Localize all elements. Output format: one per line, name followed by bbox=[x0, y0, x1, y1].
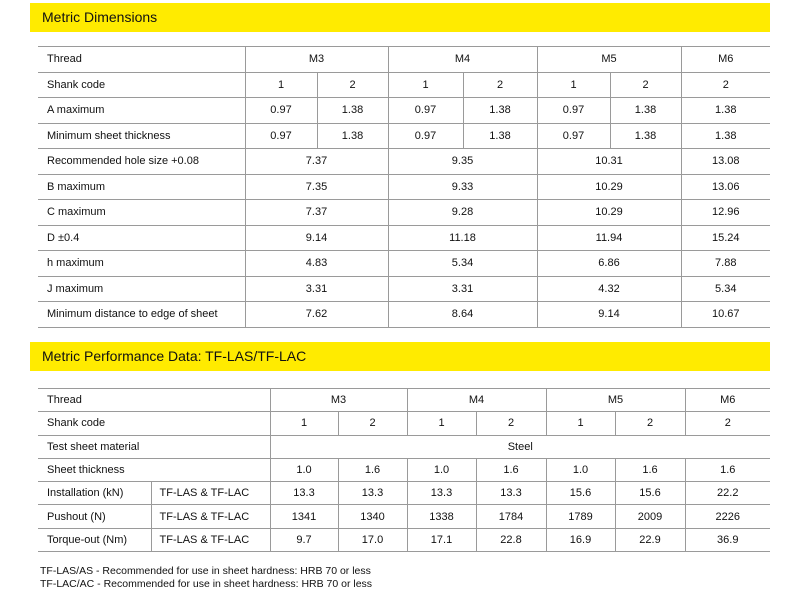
row-sublabel: TF-LAS & TF-LAC bbox=[151, 505, 270, 528]
thread-size: M4 bbox=[407, 389, 546, 412]
table-row bbox=[38, 505, 770, 528]
thread-size: M5 bbox=[537, 47, 681, 73]
row-label: Shank code bbox=[38, 412, 270, 435]
table-cell: 9.35 bbox=[388, 149, 537, 175]
table-cell: 7.37 bbox=[245, 200, 388, 226]
table-cell: 1.6 bbox=[685, 458, 770, 481]
table-cell: 9.28 bbox=[388, 200, 537, 226]
table-cell: 1.6 bbox=[338, 458, 407, 481]
footnote: TF-LAC/AC - Recommended for use in sheet hardness: HRB 70 or less bbox=[40, 577, 373, 590]
table-cell: 10.31 bbox=[537, 149, 681, 175]
table-cell: 6.86 bbox=[537, 251, 681, 277]
table-cell: 0.97 bbox=[388, 98, 463, 124]
table-cell: 13.06 bbox=[681, 174, 770, 200]
table-cell: 1.38 bbox=[317, 98, 388, 124]
row-label: D ±0.4 bbox=[38, 225, 245, 251]
table-cell: 2 bbox=[338, 412, 407, 435]
row-label: Sheet thickness bbox=[38, 458, 270, 481]
table-cell: 1.38 bbox=[463, 98, 537, 124]
table-row bbox=[38, 72, 770, 98]
table-cell: 11.18 bbox=[388, 225, 537, 251]
table-cell: 1 bbox=[388, 72, 463, 98]
table-header-row bbox=[38, 47, 770, 73]
row-label: C maximum bbox=[38, 200, 245, 226]
table-row bbox=[38, 225, 770, 251]
table-cell: 13.3 bbox=[407, 482, 476, 505]
row-label: Thread bbox=[38, 389, 270, 412]
table-row bbox=[38, 276, 770, 302]
table-cell: 9.33 bbox=[388, 174, 537, 200]
section-title: Metric Performance Data: TF-LAS/TF-LAC bbox=[42, 348, 307, 364]
table-cell: 2 bbox=[317, 72, 388, 98]
thread-size: M6 bbox=[685, 389, 770, 412]
table-cell: 1.0 bbox=[546, 458, 615, 481]
table-cell: 1.6 bbox=[615, 458, 685, 481]
table-cell: 2226 bbox=[685, 505, 770, 528]
table-cell: 1 bbox=[270, 412, 338, 435]
table-row bbox=[38, 149, 770, 175]
table-header-row bbox=[38, 389, 770, 412]
table-cell: 1 bbox=[407, 412, 476, 435]
table-row bbox=[38, 302, 770, 328]
table-cell: 8.64 bbox=[388, 302, 537, 328]
table-cell: 36.9 bbox=[685, 528, 770, 551]
table-cell: 9.14 bbox=[537, 302, 681, 328]
table-cell: 22.9 bbox=[615, 528, 685, 551]
table-row bbox=[38, 458, 770, 481]
row-label: Installation (kN) bbox=[38, 482, 151, 505]
table-row bbox=[38, 528, 770, 551]
metric-dimensions-table bbox=[38, 46, 770, 328]
thread-size: M4 bbox=[388, 47, 537, 73]
footnote: TF-LAS/AS - Recommended for use in sheet hardness: HRB 70 or less bbox=[40, 565, 371, 577]
table-cell: 2009 bbox=[615, 505, 685, 528]
table-cell: 1.38 bbox=[681, 98, 770, 124]
table-cell: 13.08 bbox=[681, 149, 770, 175]
table-cell: 11.94 bbox=[537, 225, 681, 251]
table-cell: 1.0 bbox=[407, 458, 476, 481]
table-cell: 2 bbox=[476, 412, 546, 435]
table-row bbox=[38, 174, 770, 200]
table-cell: 10.29 bbox=[537, 174, 681, 200]
table-cell: 3.31 bbox=[245, 276, 388, 302]
table-cell: 1338 bbox=[407, 505, 476, 528]
table-cell: 17.0 bbox=[338, 528, 407, 551]
thread-size: M5 bbox=[546, 389, 685, 412]
table-row bbox=[38, 435, 770, 458]
table-cell: 2 bbox=[681, 72, 770, 98]
table-cell: 7.37 bbox=[245, 149, 388, 175]
metric-performance-heading bbox=[30, 342, 770, 371]
table-cell: 7.35 bbox=[245, 174, 388, 200]
table-cell: 15.24 bbox=[681, 225, 770, 251]
table-cell: 1.38 bbox=[610, 123, 681, 149]
table-row bbox=[38, 123, 770, 149]
table-cell: 2 bbox=[463, 72, 537, 98]
table-cell: 1341 bbox=[270, 505, 338, 528]
row-label: A maximum bbox=[38, 98, 245, 124]
table-cell: 5.34 bbox=[388, 251, 537, 277]
table-cell: 0.97 bbox=[537, 98, 610, 124]
table-cell: 0.97 bbox=[537, 123, 610, 149]
table-cell: 1 bbox=[245, 72, 317, 98]
table-cell: 1789 bbox=[546, 505, 615, 528]
row-label: J maximum bbox=[38, 276, 245, 302]
table-cell: 1.0 bbox=[270, 458, 338, 481]
table-row bbox=[38, 251, 770, 277]
table-cell: 1.38 bbox=[681, 123, 770, 149]
row-label: Pushout (N) bbox=[38, 505, 151, 528]
footnotes bbox=[40, 565, 372, 590]
row-label: Minimum sheet thickness bbox=[38, 123, 245, 149]
table-cell: 1340 bbox=[338, 505, 407, 528]
table-cell: 0.97 bbox=[388, 123, 463, 149]
table-cell: 9.7 bbox=[270, 528, 338, 551]
row-sublabel: TF-LAS & TF-LAC bbox=[151, 528, 270, 551]
table-cell: 10.67 bbox=[681, 302, 770, 328]
table-row bbox=[38, 98, 770, 124]
table-cell: 17.1 bbox=[407, 528, 476, 551]
table-row bbox=[38, 412, 770, 435]
row-label: Minimum distance to edge of sheet bbox=[38, 302, 245, 328]
thread-size: M3 bbox=[270, 389, 407, 412]
row-sublabel: TF-LAS & TF-LAC bbox=[151, 482, 270, 505]
table-cell: 0.97 bbox=[245, 98, 317, 124]
table-cell: 0.97 bbox=[245, 123, 317, 149]
table-cell: 2 bbox=[685, 412, 770, 435]
table-cell: 15.6 bbox=[615, 482, 685, 505]
table-cell: 2 bbox=[615, 412, 685, 435]
table-cell: 1784 bbox=[476, 505, 546, 528]
table-cell: 22.2 bbox=[685, 482, 770, 505]
thread-size: M3 bbox=[245, 47, 388, 73]
table-cell: Steel bbox=[270, 435, 770, 458]
row-label: Thread bbox=[38, 47, 245, 73]
row-label: B maximum bbox=[38, 174, 245, 200]
table-cell: 16.9 bbox=[546, 528, 615, 551]
metric-performance-table bbox=[38, 388, 770, 552]
table-cell: 1.38 bbox=[610, 98, 681, 124]
row-label: Recommended hole size +0.08 bbox=[38, 149, 245, 175]
table-cell: 7.88 bbox=[681, 251, 770, 277]
table-cell: 10.29 bbox=[537, 200, 681, 226]
table-cell: 5.34 bbox=[681, 276, 770, 302]
table-cell: 13.3 bbox=[270, 482, 338, 505]
table-cell: 4.83 bbox=[245, 251, 388, 277]
table-cell: 1.6 bbox=[476, 458, 546, 481]
metric-dimensions-heading bbox=[30, 3, 770, 32]
table-cell: 13.3 bbox=[476, 482, 546, 505]
table-cell: 1.38 bbox=[317, 123, 388, 149]
thread-size: M6 bbox=[681, 47, 770, 73]
row-label: h maximum bbox=[38, 251, 245, 277]
row-label: Shank code bbox=[38, 72, 245, 98]
table-cell: 12.96 bbox=[681, 200, 770, 226]
row-label: Test sheet material bbox=[38, 435, 270, 458]
section-title: Metric Dimensions bbox=[42, 9, 158, 25]
table-row bbox=[38, 482, 770, 505]
table-cell: 7.62 bbox=[245, 302, 388, 328]
table-cell: 13.3 bbox=[338, 482, 407, 505]
table-cell: 1.38 bbox=[463, 123, 537, 149]
table-cell: 1 bbox=[537, 72, 610, 98]
table-cell: 9.14 bbox=[245, 225, 388, 251]
table-cell: 3.31 bbox=[388, 276, 537, 302]
table-cell: 15.6 bbox=[546, 482, 615, 505]
table-cell: 1 bbox=[546, 412, 615, 435]
table-cell: 4.32 bbox=[537, 276, 681, 302]
row-label: Torque-out (Nm) bbox=[38, 528, 151, 551]
table-row bbox=[38, 200, 770, 226]
table-cell: 2 bbox=[610, 72, 681, 98]
table-cell: 22.8 bbox=[476, 528, 546, 551]
